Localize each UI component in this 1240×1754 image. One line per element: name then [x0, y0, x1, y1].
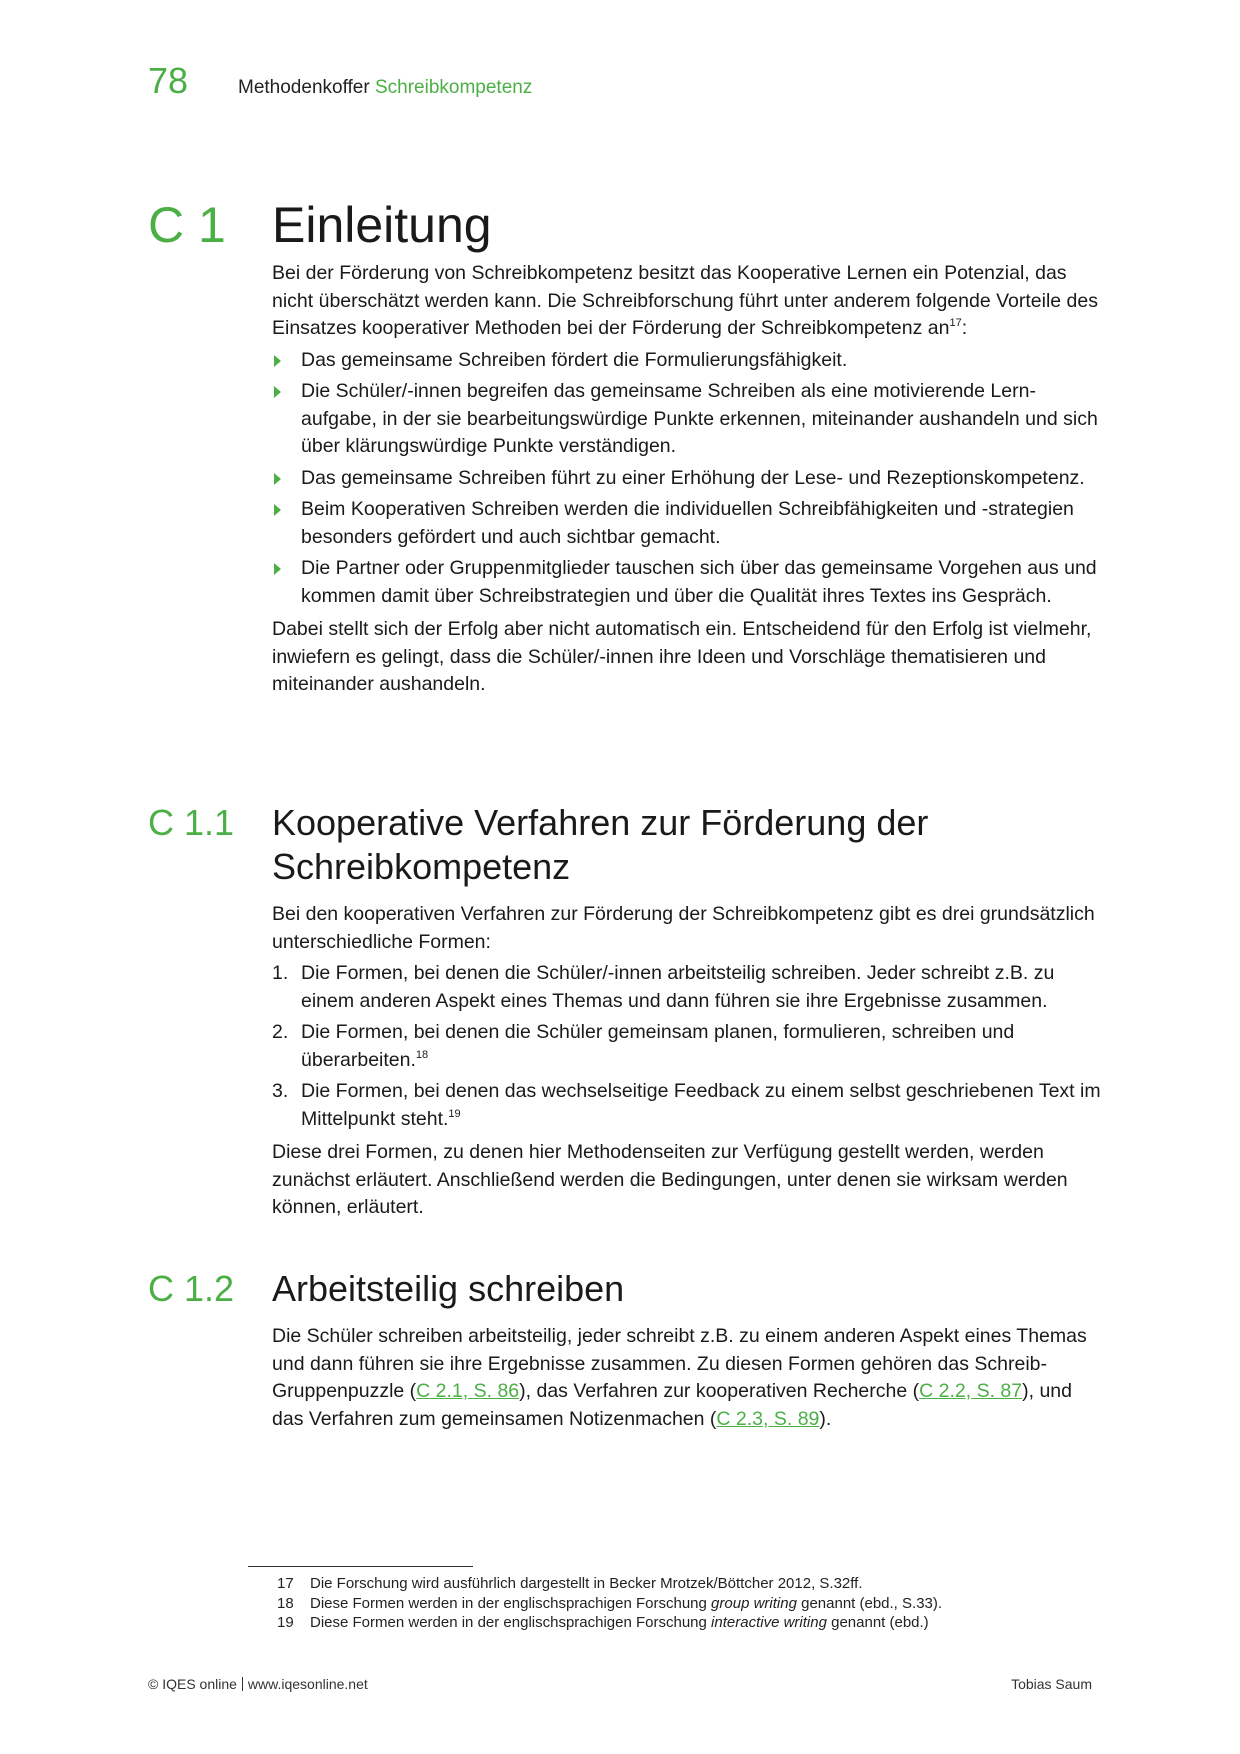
footnote [277, 1594, 942, 1614]
section-title: Einleitung [272, 197, 492, 253]
footnote-number: 19 [277, 1614, 294, 1631]
footer-separator [242, 1677, 243, 1691]
advantages-list [272, 347, 1102, 611]
list-item [272, 496, 1102, 551]
intro-text: Bei der Förderung von Schreibkompetenz besitzt das Kooperative Lernen ein Potenzial, das nicht überschätzt werden kann. Die Schreibforschung führt unter anderem folgende Vorteile des Einsatzes kooperativer Methoden bei der Förderung der Schreibkompetenz an [272, 262, 1098, 339]
cross-reference-link[interactable]: C 2.2, S. 87 [919, 1380, 1023, 1402]
list-item-text: Die Formen, bei denen das wechselseitige Feedback zu einem selbst geschriebenen Text im Mittelpunkt steht. [301, 1080, 1101, 1130]
website-link[interactable]: www.iqesonline.net [247, 1676, 368, 1692]
list-item-text: Die Formen, bei denen die Schüler gemeinsam planen, formulieren, schreiben und überarbeiten. [301, 1021, 1015, 1071]
section-title: Arbeitsteilig schreiben [272, 1268, 625, 1309]
triangle-bullet-icon [274, 473, 281, 485]
list-item [272, 1019, 1102, 1074]
list-item [272, 465, 1102, 493]
book-title-prefix: Methodenkoffer [238, 77, 370, 98]
section-body [272, 1323, 1102, 1433]
section-body [272, 901, 1102, 1222]
running-head [148, 60, 532, 102]
page-number: 78 [148, 60, 189, 101]
page-footer [148, 1676, 1092, 1692]
book-title-accent: Schreibkompetenz [374, 77, 533, 98]
list-item-text: Die Formen, bei denen die Schüler/-innen arbeitsteilig schreiben. Jeder schreibt z.B. zu einem anderen Aspekt eines Themas und dann führen sie ihre Ergebnisse zusammen. [301, 962, 1055, 1012]
list-item [272, 378, 1102, 461]
author-name: Tobias Saum [1011, 1676, 1092, 1692]
footnote-divider [248, 1566, 473, 1567]
section-c1-1 [148, 801, 1101, 1222]
cross-reference-link[interactable]: C 2.1, S. 86 [416, 1380, 520, 1402]
footnote-text-part: Diese Formen werden in der englischsprachigen Forschung [310, 1594, 712, 1612]
closing-paragraph: Diese drei Formen, zu denen hier Methodenseiten zur Verfügung gestellt werden, werden zunächst erläutert. Anschließend werden die Bedingungen, unter denen sie wirksam werden können, erläutert. [272, 1141, 1068, 1218]
cross-reference-link[interactable]: C 2.3, S. 89 [716, 1407, 820, 1430]
footnote-text-part: Die Forschung wird ausführlich dargestellt in Becker Mrotzek/Böttcher 2012, S.32ff. [310, 1575, 863, 1592]
footnote-italic: interactive writing [711, 1614, 827, 1631]
list-item-text: Beim Kooperativen Schreiben werden die individuellen Schreibfähigkeiten und -strategien besonders gefördert und auch sichtbar gemacht. [301, 498, 1074, 548]
triangle-bullet-icon [274, 386, 281, 398]
section-heading [148, 1267, 1098, 1311]
list-item [272, 1078, 1102, 1133]
copyright: © IQES online [148, 1676, 237, 1692]
closing-paragraph: Dabei stellt sich der Erfolg aber nicht automatisch ein. Entscheidend für den Erfolg ist vielmehr, inwiefern es gelingt, dass die Schüler/-innen ihre Ideen und Vorschläge thematisieren und miteinander aushandeln. [272, 618, 1092, 695]
footnote-ref[interactable]: 18 [415, 1048, 429, 1061]
list-number: 3. [272, 1080, 289, 1102]
footnote-ref[interactable]: 19 [448, 1107, 461, 1120]
footnote-text-after: genannt (ebd., S.33). [796, 1594, 943, 1612]
triangle-bullet-icon [274, 355, 281, 367]
list-item-text: Die Schüler/-innen begreifen das gemeinsame Schreiben als eine motivierende Lernaufgabe, in der sie bearbeitungswürdige Punkte erkennen, miteinander aushandeln und sich über klärungswürdige Punkte verständigen. [301, 380, 1098, 457]
section-number: C 1.2 [148, 1268, 235, 1309]
list-item [272, 555, 1102, 610]
body-text: Die Schüler schreiben arbeitsteilig, jeder schreibt z.B. zu einem anderen Aspekt eines Themas und dann führen sie ihre Ergebnisse zusammen. Zu diesen Formen gehören das Schreib-Gruppenpuzzle ( [272, 1325, 1087, 1402]
footnote-italic: group writing [711, 1594, 797, 1612]
footnote-number: 18 [277, 1594, 294, 1612]
section-title: Kooperative Verfahren zur Förderung der Schreibkompetenz [272, 802, 929, 887]
section-number: C 1 [148, 197, 226, 253]
forms-list [272, 960, 1102, 1133]
list-item-text: Das gemeinsame Schreiben führt zu einer Erhöhung der Lese- und Rezeptionskompetenz. [301, 466, 1085, 489]
list-item [272, 960, 1102, 1015]
list-item [272, 347, 1102, 375]
section-c1 [148, 196, 1098, 699]
triangle-bullet-icon [274, 504, 281, 516]
book-title [238, 77, 532, 99]
section-heading [148, 196, 1098, 254]
list-item-text: Das gemeinsame Schreiben fördert die Formulierungsfähigkeit. [301, 348, 848, 371]
footer-left [148, 1676, 368, 1692]
triangle-bullet-icon [274, 563, 281, 575]
footnote-number: 17 [277, 1575, 294, 1592]
section-body [272, 260, 1102, 699]
list-item-text: Die Partner oder Gruppenmitglieder tauschen sich über das gemeinsame Vorgehen aus und kommen damit über Schreibstrategien und über die Qualität ihres Textes ins Gespräch. [301, 557, 1097, 607]
body-text: ). [819, 1407, 832, 1430]
section-heading [148, 801, 1098, 889]
footnote-text [310, 1613, 929, 1633]
footnote [277, 1574, 942, 1594]
body-paragraph [272, 1323, 1102, 1433]
intro-end: : [961, 317, 968, 339]
footnote-text-after: genannt (ebd.) [826, 1614, 929, 1631]
body-text: ), das Verfahren zur kooperativen Recherche ( [519, 1380, 920, 1402]
list-number: 1. [272, 962, 289, 984]
footnotes [277, 1574, 942, 1633]
section-c1-2 [148, 1267, 1098, 1433]
body-text: ), und das Verfahren zum gemeinsamen Notizenmachen ( [272, 1380, 1072, 1430]
footnote-text [310, 1574, 863, 1594]
section-number: C 1.1 [148, 802, 235, 843]
footnote-ref[interactable]: 17 [949, 317, 962, 329]
list-number: 2. [272, 1021, 289, 1043]
footnote-text [310, 1594, 942, 1614]
footnote-text-part: Diese Formen werden in der englischsprachigen Forschung [310, 1614, 712, 1631]
footnote [277, 1613, 942, 1633]
intro-paragraph: Bei den kooperativen Verfahren zur Förderung der Schreibkompetenz gibt es drei grundsätzlich unterschiedliche Formen: [272, 903, 1095, 953]
intro-paragraph [272, 260, 1102, 343]
